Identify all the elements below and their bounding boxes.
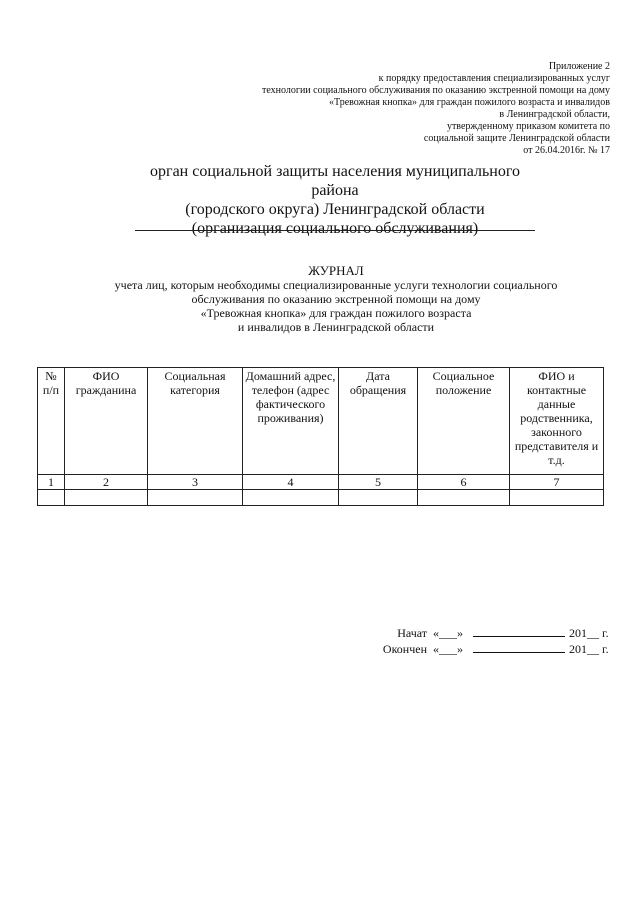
column-header-full-name: ФИО гражданина xyxy=(65,368,148,475)
journal-subtitle xyxy=(0,278,640,334)
column-header-request-date: Дата обращения xyxy=(339,368,418,475)
appendix-line: социальной защите Ленинградской области xyxy=(423,133,610,144)
journal-title: ЖУРНАЛ xyxy=(308,263,364,278)
journal-subtitle-line: «Тревожная кнопка» для граждан пожилого возраста xyxy=(200,306,472,320)
organization-line: орган социальной защиты населения муниципального района xyxy=(150,163,520,199)
appendix-line: утвержденному приказом комитета по xyxy=(446,121,610,132)
column-number: 7 xyxy=(510,475,604,490)
table-cell xyxy=(38,490,65,506)
organization-line: (городского округа) Ленинградской области xyxy=(185,201,485,218)
column-header-number: № п/п xyxy=(38,368,65,475)
start-month-blank xyxy=(473,625,565,637)
appendix-line: технологии социального обслуживания по оказанию экстренной помощи на дому xyxy=(261,85,610,96)
end-date-row xyxy=(370,641,620,657)
column-number: 3 xyxy=(148,475,243,490)
end-month-blank xyxy=(473,641,565,653)
appendix-line: в Ленинградской области, xyxy=(499,109,610,120)
table-cell xyxy=(339,490,418,506)
register-table xyxy=(37,367,604,506)
appendix-line: к порядку предоставления специализированных услуг xyxy=(378,73,610,84)
appendix-block xyxy=(170,61,610,157)
table-header-row xyxy=(38,368,604,475)
journal-subtitle-line: и инвалидов в Ленинградской области xyxy=(237,320,435,334)
organization-block xyxy=(135,162,535,238)
appendix-line: от 26.04.2016г. № 17 xyxy=(523,145,610,156)
start-day-blank: «___» xyxy=(433,626,463,640)
column-number: 5 xyxy=(339,475,418,490)
column-header-social-category: Социальная категория xyxy=(148,368,243,475)
table-cell xyxy=(243,490,339,506)
table-cell xyxy=(510,490,604,506)
organization-underline xyxy=(135,230,535,231)
column-number-row xyxy=(38,475,604,490)
column-header-address: Домашний адрес, телефон (адрес фактического проживания) xyxy=(243,368,339,475)
end-year-blank: 201__ г. xyxy=(569,642,609,656)
table-cell xyxy=(148,490,243,506)
table-row xyxy=(38,490,604,506)
table-cell xyxy=(65,490,148,506)
period-block xyxy=(370,625,620,657)
column-number: 2 xyxy=(65,475,148,490)
appendix-line: Приложение 2 xyxy=(548,61,610,72)
end-label: Окончен xyxy=(382,642,427,656)
end-day-blank: «___» xyxy=(433,642,463,656)
appendix-line: «Тревожная кнопка» для граждан пожилого возраста и инвалидов xyxy=(328,97,610,108)
table-cell xyxy=(418,490,510,506)
journal-subtitle-line: обслуживания по оказанию экстренной помощи на дому xyxy=(191,292,481,306)
column-number: 4 xyxy=(243,475,339,490)
column-number: 1 xyxy=(38,475,65,490)
column-number: 6 xyxy=(418,475,510,490)
journal-subtitle-line: учета лиц, которым необходимы специализированные услуги технологии социального xyxy=(114,278,558,292)
organization-line: (организация социального обслуживания) xyxy=(191,220,479,237)
start-year-blank: 201__ г. xyxy=(569,626,609,640)
start-label: Начат xyxy=(397,626,427,640)
column-header-social-status: Социальное положение xyxy=(418,368,510,475)
start-date-row xyxy=(370,625,620,641)
column-header-relatives: ФИО и контактные данные родственника, законного представителя и т.д. xyxy=(510,368,604,475)
